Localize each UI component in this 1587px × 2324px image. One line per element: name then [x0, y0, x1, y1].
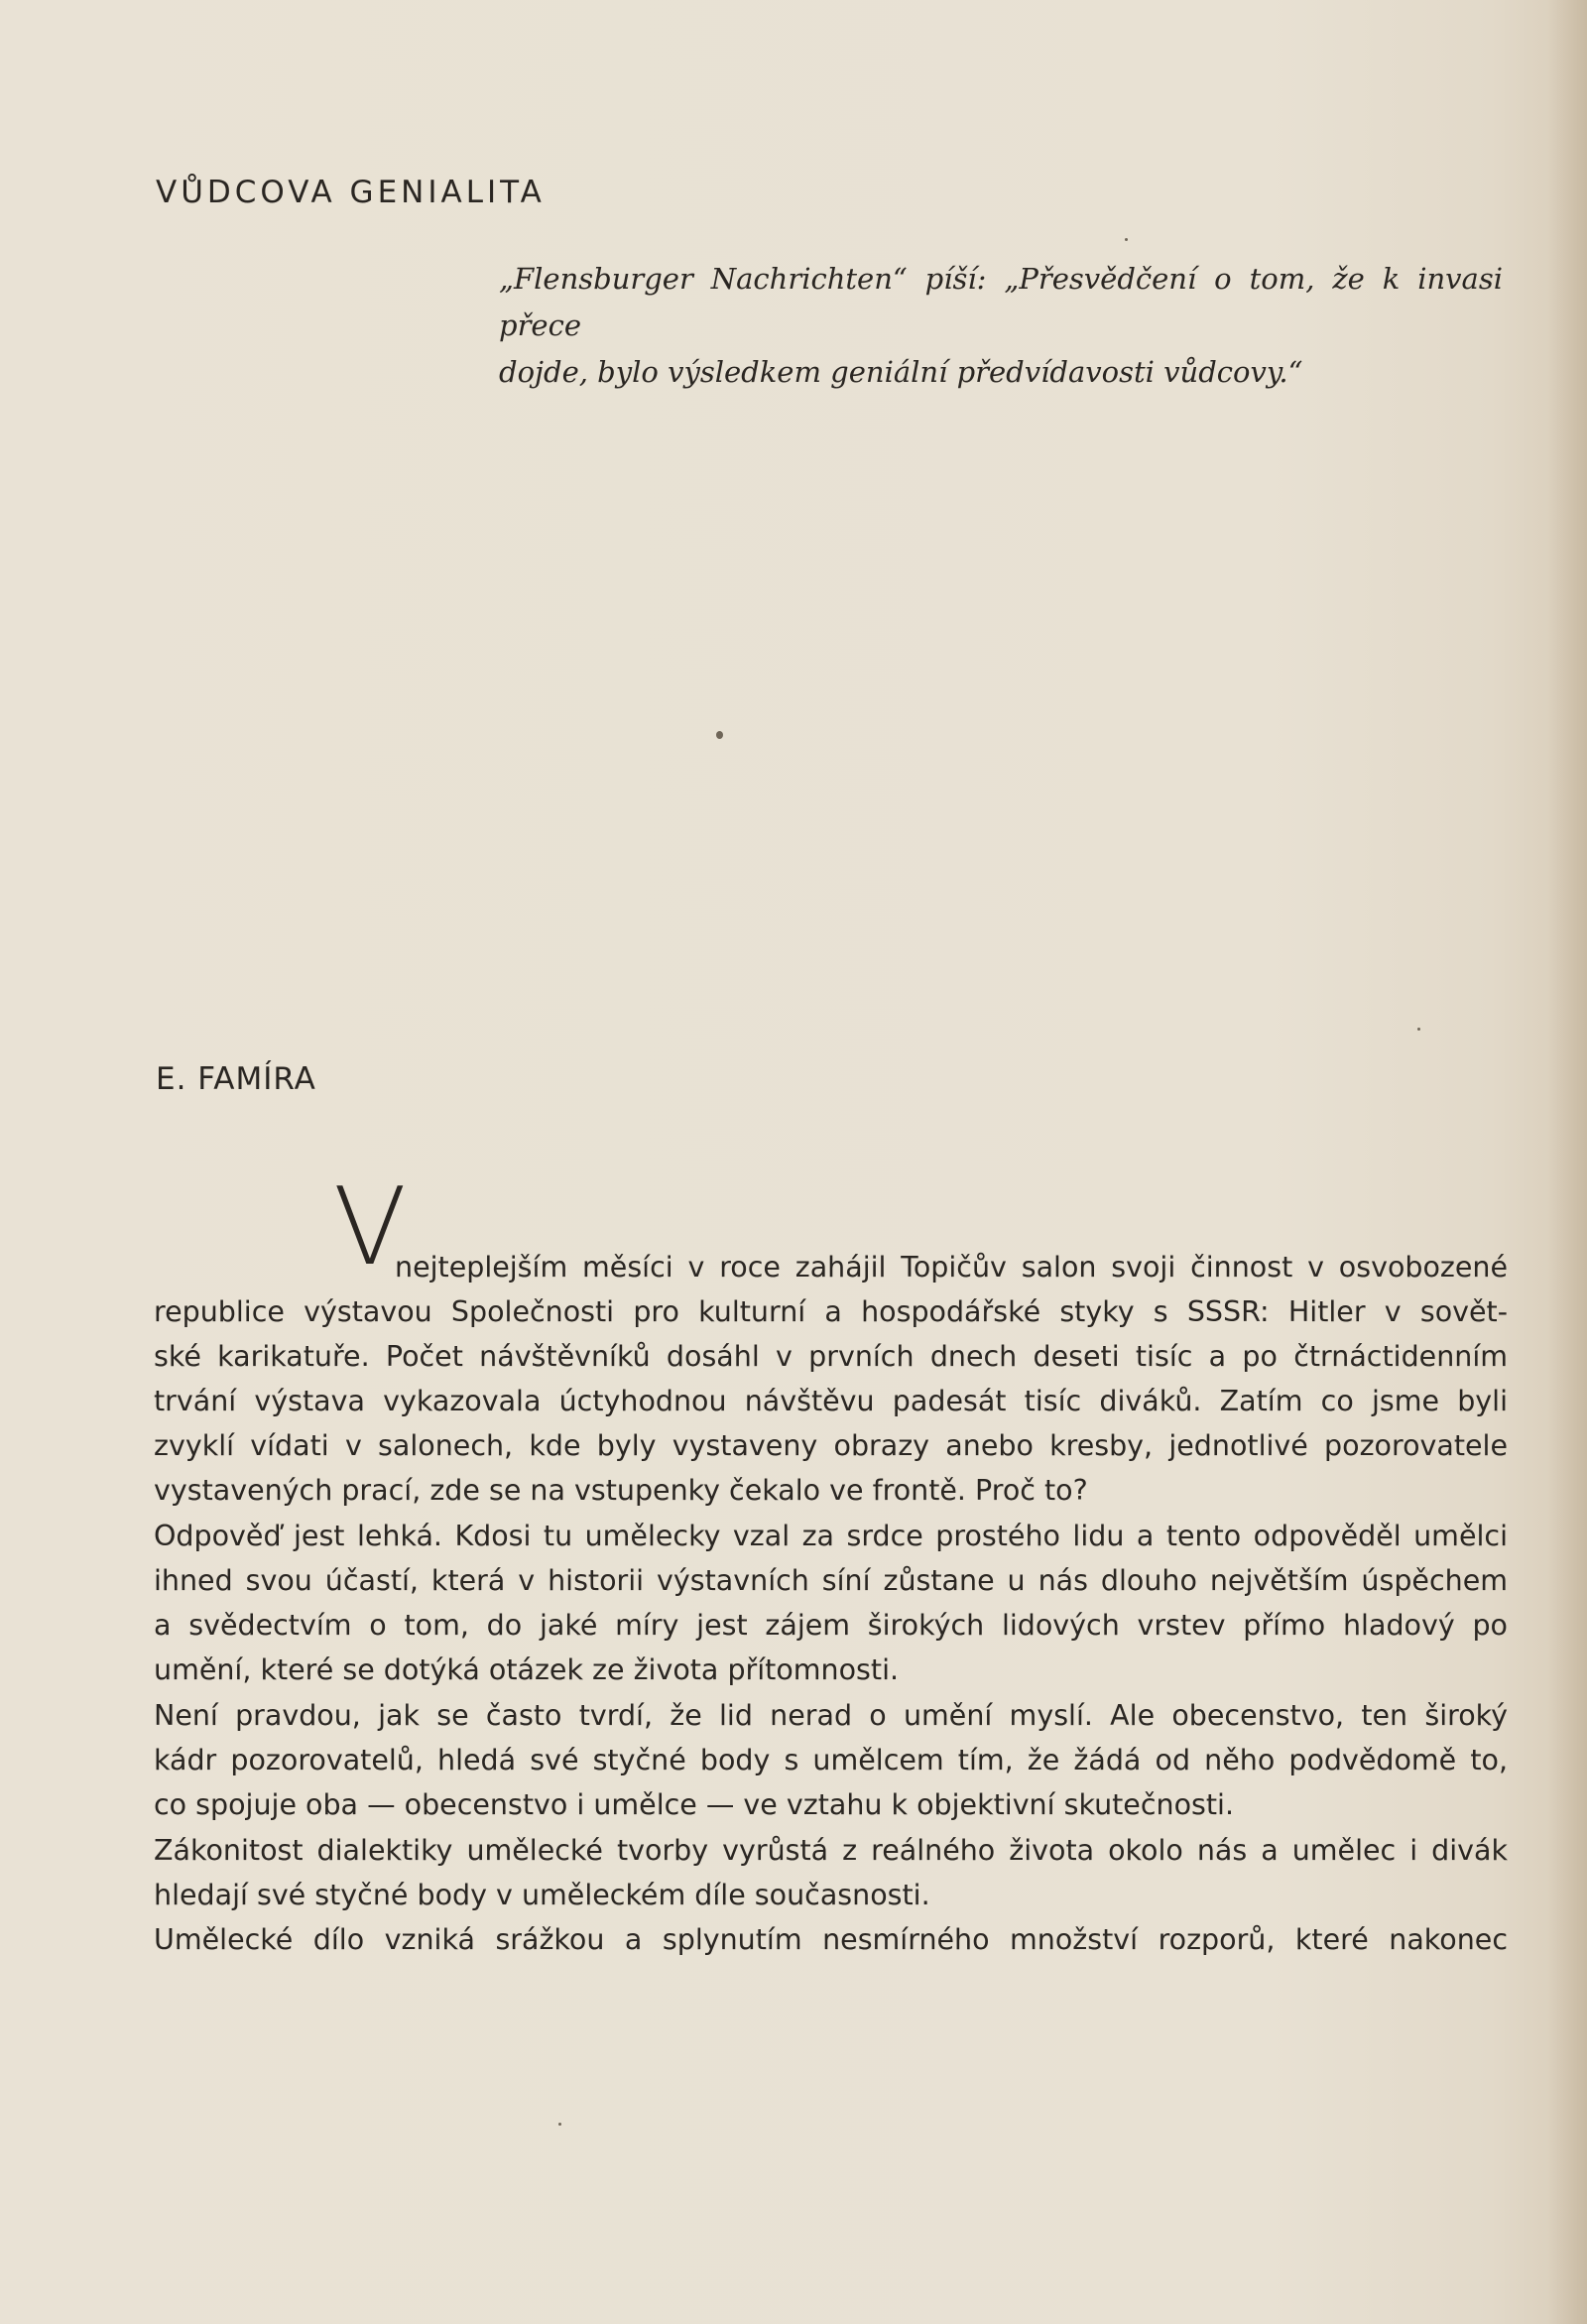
body-line: republice výstavou Společnosti pro kulturní a hospodářské styky s SSSR: Hitler v sovět-: [154, 1295, 1508, 1328]
drop-cap: V: [333, 1165, 407, 1289]
body-line: zvyklí vídati v salonech, kde byly vystaveny obrazy anebo kresby, jednotlivé pozorovatele: [154, 1429, 1508, 1462]
body-line: co spojuje oba — obecenstvo i umělce — ve vztahu k objektivní skutečnosti.: [154, 1788, 1235, 1821]
body-line: ské karikatuře. Počet návštěvníků dosáhl v prvních dnech deseti tisíc a po čtrnáctidenním: [154, 1340, 1508, 1373]
body-line: umění, které se dotýká otázek ze života přítomnosti.: [154, 1653, 900, 1686]
body-line: kádr pozorovatelů, hledá své styčné body s umělcem tím, že žádá od něho podvědomě to,: [154, 1744, 1508, 1776]
body-line: vystavených prací, zde se na vstupenky čekalo ve frontě. Proč to?: [154, 1474, 1088, 1507]
paper-speck: [1125, 238, 1128, 241]
quote-line: dojde, bylo výsledkem geniální předvídavosti vůdcovy.“: [499, 355, 1303, 389]
body-line: Zákonitost dialektiky umělecké tvorby vyrůstá z reálného života okolo nás a umělec i divák: [154, 1834, 1508, 1867]
section-title: VŮDCOVA GENIALITA: [156, 175, 546, 210]
body-line: nejteplejším měsíci v roce zahájil Topičův salon svoji činnost v osvobozené: [395, 1251, 1508, 1284]
body-line: Není pravdou, jak se často tvrdí, že lid nerad o umění myslí. Ale obecenstvo, ten široký: [154, 1699, 1508, 1732]
paper-speck: [716, 731, 723, 739]
quote-line: „Flensburger Nachrichten“ píší: „Přesvědčení o tom, že k invasi přece: [499, 262, 1503, 342]
body-line: trvání výstava vykazovala úctyhodnou návštěvu padesát tisíc diváků. Zatím co jsme byli: [154, 1385, 1508, 1417]
body-line: Umělecké dílo vzniká srážkou a splynutím nesmírného množství rozporů, které nakonec: [154, 1923, 1508, 1956]
quote-block: [499, 256, 1503, 396]
body-line: hledají své styčné body v uměleckém díle současnosti.: [154, 1879, 930, 1911]
page-edge-shadow: [1547, 0, 1587, 2324]
body-line: Odpověď jest lehká. Kdosi tu umělecky vzal za srdce prostého lidu a tento odpověděl umělci: [154, 1520, 1508, 1552]
article-author: E. FAMÍRA: [156, 1061, 316, 1097]
body-line: a svědectvím o tom, do jaké míry jest zájem širokých lidových vrstev přímo hladový po: [154, 1609, 1508, 1642]
paper-speck: [558, 2123, 561, 2126]
body-line: ihned svou účastí, která v historii výstavních síní zůstane u nás dlouho největším úspěchem: [154, 1564, 1508, 1597]
paper-speck: [1417, 1028, 1420, 1031]
